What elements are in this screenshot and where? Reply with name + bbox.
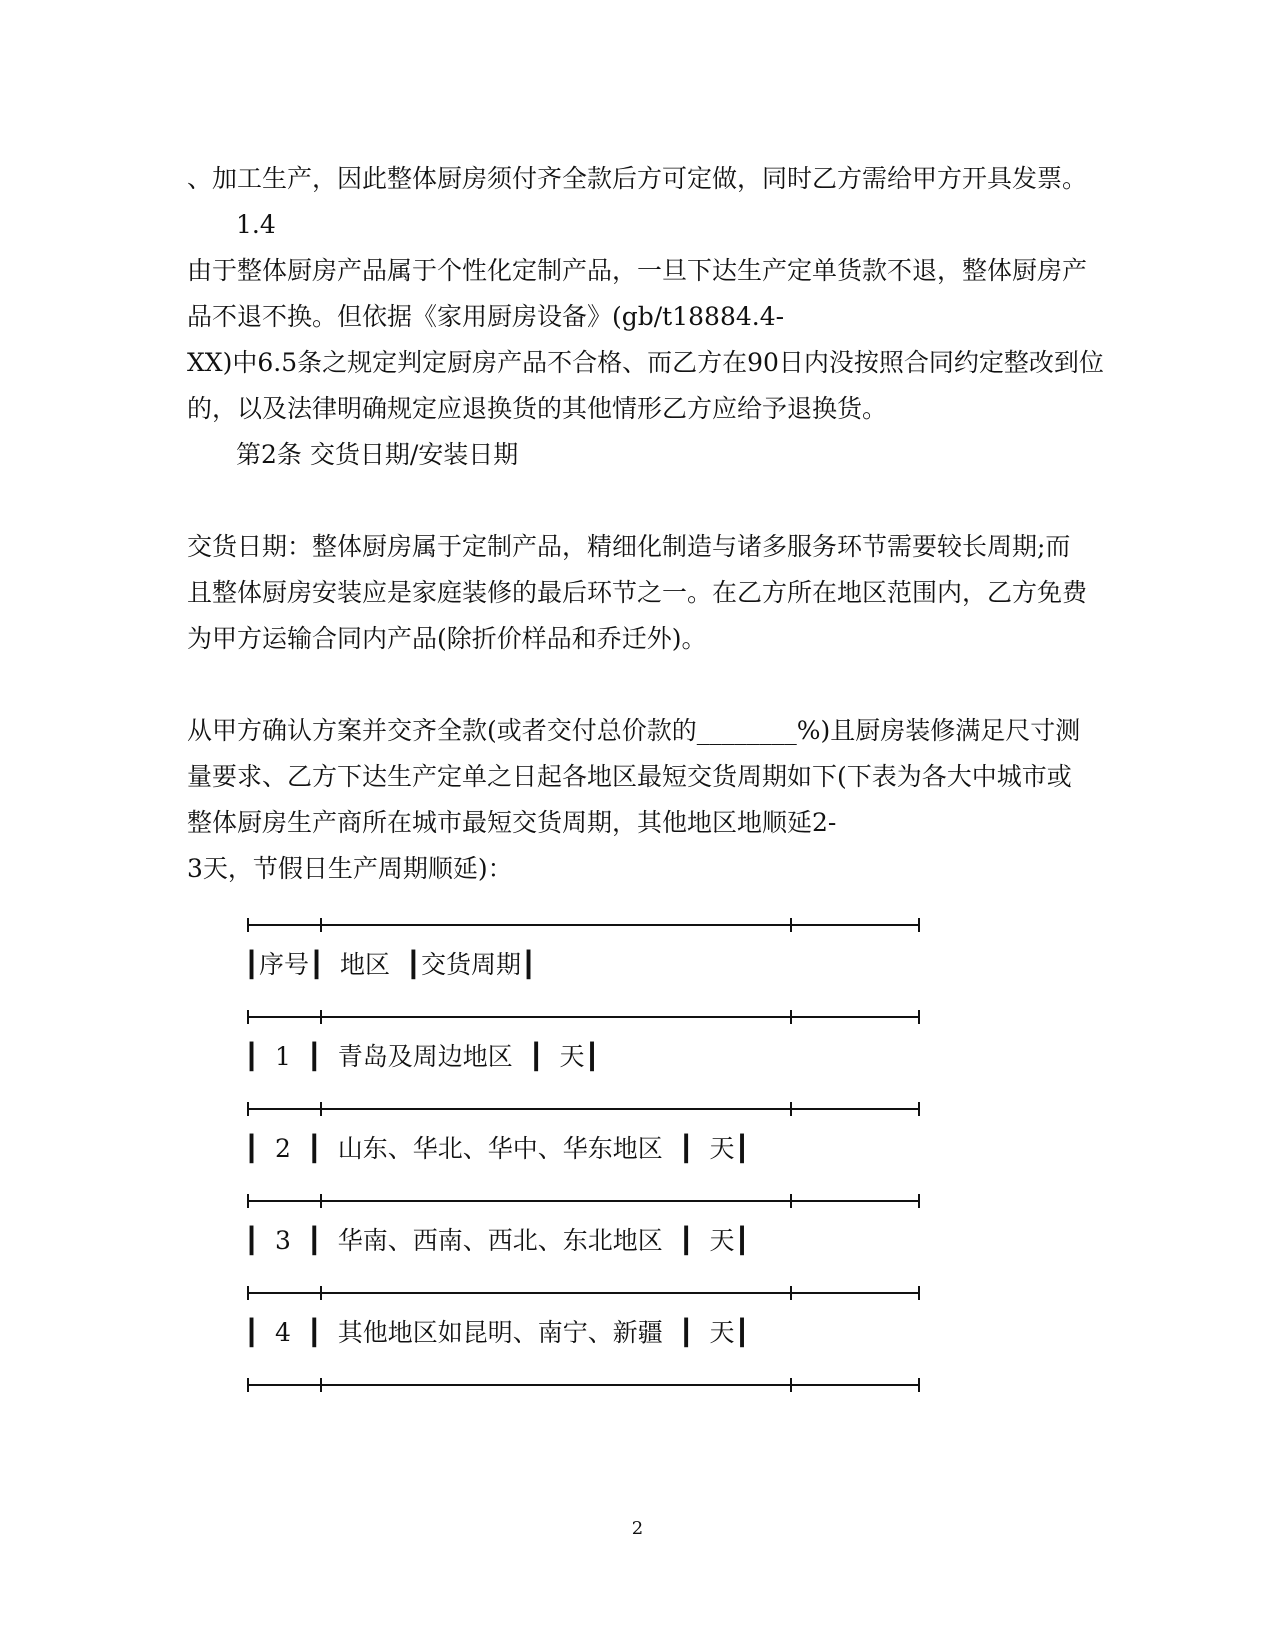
- paragraph-line: 整体厨房生产商所在城市最短交货周期，其他地区地顺延2-: [187, 808, 837, 837]
- table-divider: [247, 1194, 920, 1208]
- table-divider: [247, 1286, 920, 1300]
- table-border-bottom: [247, 1378, 920, 1392]
- paragraph-line: 为甲方运输合同内产品(除折价样品和乔迁外)。: [187, 624, 707, 653]
- table-header-row: ┃序号┃ 地区 ┃交货周期┃: [244, 950, 536, 979]
- paragraph-line: 、加工生产，因此整体厨房须付齐全款后方可定做，同时乙方需给甲方开具发票。: [187, 164, 1088, 193]
- clause-number: 1.4: [236, 210, 276, 239]
- paragraph-line: 从甲方确认方案并交齐全款(或者交付总价款的________%)且厨房装修满足尺寸测: [187, 716, 1081, 745]
- paragraph-line: 品不退不换。但依据《家用厨房设备》(gb/t18884.4-: [187, 302, 785, 331]
- table-row: ┃ 4 ┃ 其他地区如昆明、南宁、新疆 ┃ 天┃: [244, 1318, 750, 1347]
- paragraph-line: 由于整体厨房产品属于个性化定制产品，一旦下达生产定单货款不退，整体厨房产: [187, 256, 1088, 285]
- table-divider: [247, 1010, 920, 1024]
- paragraph-line: 且整体厨房安装应是家庭装修的最后环节之一。在乙方所在地区范围内，乙方免费: [187, 578, 1088, 607]
- table-border-top: [247, 918, 920, 932]
- section-heading: 第2条 交货日期/安装日期: [236, 440, 519, 469]
- table-row: ┃ 2 ┃ 山东、华北、华中、华东地区 ┃ 天┃: [244, 1134, 750, 1163]
- table-divider: [247, 1102, 920, 1116]
- paragraph-line: 的，以及法律明确规定应退换货的其他情形乙方应给予退换货。: [187, 394, 888, 423]
- paragraph-line: 交货日期：整体厨房属于定制产品，精细化制造与诸多服务环节需要较长周期;而: [187, 532, 1071, 561]
- table-row: ┃ 1 ┃ 青岛及周边地区 ┃ 天┃: [244, 1042, 600, 1071]
- paragraph-line: XX)中6.5条之规定判定厨房产品不合格、而乙方在90日内没按照合同约定整改到位: [187, 348, 1104, 377]
- page-number: 2: [631, 1518, 644, 1539]
- paragraph-line: 量要求、乙方下达生产定单之日起各地区最短交货周期如下(下表为各大中城市或: [187, 762, 1072, 791]
- table-row: ┃ 3 ┃ 华南、西南、西北、东北地区 ┃ 天┃: [244, 1226, 750, 1255]
- paragraph-line: 3天，节假日生产周期顺延)：: [187, 854, 513, 883]
